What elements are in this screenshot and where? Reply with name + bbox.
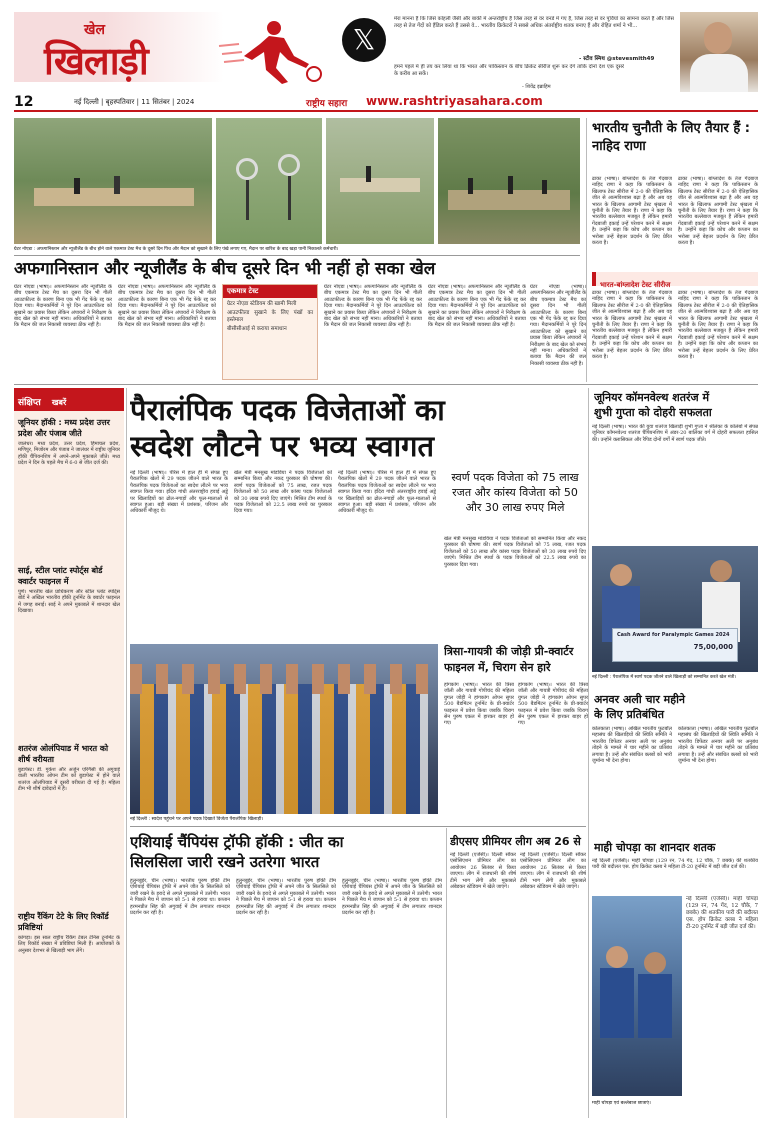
- paralympic-photo-minister-caption: नई दिल्ली : पैरालंपिक में स्वर्ण पदक जीतने वाले खिलाड़ी को सम्मानित करते खेल मंत्री।: [592, 675, 737, 680]
- anwar-body-col1: कोलकाता (भाषा)। अखिल भारतीय फुटबॉल महासंघ की खिलाड़ियों की स्थिति समिति ने भारतीय डिफेंडर अनवर अली पर अनुबंध तोड़ने के मामले में चार महीने का प्रतिबंध लगाया है। उन्हें और संबंधित क्लबों को भारी जुर्माना भी देना होगा।: [592, 726, 672, 765]
- second-quote: हमने पहले में ही तय कर लिया था कि भारत और पाकिस्तान के बीच क्रिकेट सीरीज शुरू कर देंगे ताकि दोनों देश एक दूसरे के करीब आ सकें।: [394, 64, 624, 77]
- sidebar-item-body: जालंधर। मध्य प्रदेश, उत्तर प्रदेश, हिमाचल प्रदेश, मणिपुर, मिजोरम और पंजाब ने जालंधर में राष्ट्रीय जूनियर हॉकी चैंपियनशिप में अपने-अपने मुकाबले जीते। मध्य प्रदेश ने दिन के पहले मैच में 6-0 से जीत दर्ज की।: [18, 441, 120, 467]
- column-rule: [586, 118, 587, 382]
- afghan-body-col1: ग्रेटर नोएडा (भाषा)। अफगानिस्तान और न्यूजीलैंड के बीच एकमात्र टेस्ट मैच का दूसरा दिन भी गीली आउटफील्ड के कारण बिना एक भी गेंद फेंके रद्द कर दिया गया। मैदानकर्मियों ने पूरे दिन आउटफील्ड को सुखाने का प्रयास किया लेकिन अंपायरों ने निरीक्षण के बाद खेल को संभव नहीं माना। अधिकारियों ने बताया कि मैदान की जल निकासी व्यवस्था ठीक नहीं है।: [14, 284, 112, 329]
- anwar-body-col2: कोलकाता (भाषा)। अखिल भारतीय फुटबॉल महासंघ की खिलाड़ियों की स्थिति समिति ने भारतीय डिफेंडर अनवर अली पर अनुबंध तोड़ने के मामले में चार महीने का प्रतिबंध लगाया है। उन्हें और संबंधित क्लबों को भारी जुर्माना भी देना होगा।: [678, 726, 758, 765]
- sidebar-title: संक्षिप्त: [18, 398, 41, 408]
- badminton-body-col2: हांगकांग (भाषा)। भारत की त्रिसा जॉली और गायत्री गोपीचंद की महिला युगल जोड़ी ने हांगकांग ओपन सुपर 500 बैडमिंटन टूर्नामेंट के प्री-क्वार्टर फाइनल में प्रवेश किया जबकि चिराग सेन पुरुष एकल में हारकर बाहर हो गए।: [518, 682, 588, 727]
- badminton-headline-1: त्रिसा-गायत्री की जोड़ी प्री-क्वार्टर: [444, 645, 574, 658]
- paralympic-body-col4: खेल मंत्री मनसुख मांडविया ने पदक विजेताओं को सम्मानित किया और नकद पुरस्कार की घोषणा की। स्वर्ण पदक विजेताओं को 75 लाख, रजत पदक विजेताओं को 50 लाख और कांस्य पदक विजेताओं को 30 लाख रुपये दिए जाएंगे। मिश्रित टीम स्पर्धा के पदक विजेताओं को 22.5 लाख रुपये का पुरस्कार दिया गया।: [444, 536, 586, 568]
- afghan-headline: अफगानिस्तान और न्यूजीलैंड के बीच दूसरे दिन भी नहीं हो सका खेल: [14, 259, 436, 279]
- divider: [130, 826, 586, 827]
- column-rule: [126, 388, 127, 1118]
- brand-title: खिलाड़ी: [44, 39, 148, 83]
- footballer-silhouette-icon: [214, 16, 324, 84]
- league-body-col2: नई दिल्ली (एजेंसी)। दिल्ली सॉकर एसोसिएशन प्रीमियर लीग का आयोजन 26 सितंबर से किया जाएगा। लीग में राजधानी की शीर्ष टीमें भाग लेंगी और मुकाबले अंबेडकर स्टेडियम में खेले जाएंगे।: [520, 852, 586, 891]
- cheque-amount: 75,00,000: [693, 643, 733, 651]
- sidebar-item-head: राष्ट्रीय रैंकिंग टेटे के लिए रिकॉर्ड प्रविष्टियां: [18, 912, 109, 932]
- rana-headline: भारतीय चुनौती के लिए तैयार हैं : नाहिद राणा: [592, 121, 750, 154]
- afghan-body-col3: ग्रेटर नोएडा (भाषा)। अफगानिस्तान और न्यूजीलैंड के बीच एकमात्र टेस्ट मैच का दूसरा दिन भी गीली आउटफील्ड के कारण बिना एक भी गेंद फेंके रद्द कर दिया गया। मैदानकर्मियों ने पूरे दिन आउटफील्ड को सुखाने का प्रयास किया लेकिन अंपायरों ने निरीक्षण के बाद खेल को संभव नहीं माना। अधिकारियों ने बताया कि मैदान की जल निकासी व्यवस्था ठीक नहीं है।: [324, 284, 422, 329]
- badminton-headline-2: फाइनल में, चिराग सेन हारे: [444, 661, 551, 674]
- hockey-body-col2: हुलुनबुईर, चीन (भाषा)। भारतीय पुरुष हॉकी टीम एशियाई चैंपियंस ट्रॉफी में अपने जीत के सिलसिले को जारी रखने के इरादे से अगले मुकाबले में उतरेगी। भारत ने पिछले मैच में जापान को 5-1 से हराया था। कप्तान हरमनप्रीत सिंह की अगुवाई में टीम लगातार शानदार प्रदर्शन कर रही है।: [236, 878, 336, 917]
- top-photo-3: [326, 118, 434, 244]
- hockey-body-col1: हुलुनबुईर, चीन (भाषा)। भारतीय पुरुष हॉकी टीम एशियाई चैंपियंस ट्रॉफी में अपने जीत के सिलसिले को जारी रखने के इरादे से अगले मुकाबले में उतरेगी। भारत ने पिछले मैच में जापान को 5-1 से हराया था। कप्तान हरमनप्रीत सिंह की अगुवाई में टीम लगातार शानदार प्रदर्शन कर रही है।: [130, 878, 230, 917]
- website: www.rashtriyasahara.com: [366, 94, 543, 108]
- paralympic-group-photo-caption: नई दिल्ली : स्वदेश पहुंचने पर अपने पदक दिखाते विजेता पैरालंपिक खिलाड़ी।: [130, 817, 264, 822]
- brand-small: खेल: [84, 22, 105, 38]
- rana-body-col3: ढाका (भाषा)। बांग्लादेश के तेज गेंदबाज नाहिद राणा ने कहा कि पाकिस्तान के खिलाफ टेस्ट सीरीज में 2-0 की ऐतिहासिक जीत से आत्मविश्वास बढ़ा है और अब वह भारत के खिलाफ आगामी टेस्ट श्रृंखला में चुनौती के लिए तैयार हैं। राणा ने कहा कि भारतीय बल्लेबाज मजबूत हैं लेकिन हमारी गेंदबाजी इकाई उन्हें परेशान करने में सक्षम है। उन्होंने कहा कि कोच और कप्तान का भरोसा उन्हें बेहतर प्रदर्शन के लिए प्रेरित करता है।: [592, 290, 672, 361]
- chess-headline-1: जूनियर कॉमनवेल्थ शतरंज में: [594, 391, 710, 404]
- sidebar-title-tag: खबरें: [51, 398, 67, 407]
- rana-body-col2: ढाका (भाषा)। बांग्लादेश के तेज गेंदबाज नाहिद राणा ने कहा कि पाकिस्तान के खिलाफ टेस्ट सीरीज में 2-0 की ऐतिहासिक जीत से आत्मविश्वास बढ़ा है और अब वह भारत के खिलाफ आगामी टेस्ट श्रृंखला में चुनौती के लिए तैयार हैं। राणा ने कहा कि भारतीय बल्लेबाज मजबूत हैं लेकिन हमारी गेंदबाजी इकाई उन्हें परेशान करने में सक्षम है। उन्होंने कहा कि कोच और कप्तान का भरोसा उन्हें बेहतर प्रदर्शन के लिए प्रेरित करता है।: [678, 176, 758, 247]
- top-photo-4: [438, 118, 580, 244]
- league-body-col1: नई दिल्ली (एजेंसी)। दिल्ली सॉकर एसोसिएशन प्रीमियर लीग का आयोजन 26 सितंबर से किया जाएगा। लीग में राजधानी की शीर्ष टीमें भाग लेंगी और मुकाबले अंबेडकर स्टेडियम में खेले जाएंगे।: [450, 852, 516, 891]
- quote-text: मेरा मानना है कि जिसे कोहली जैसी और बाकी में अन्तर्राष्ट्रीय हैं जिस तरह से वर वनडे में गए हैं, जिस तरह से वर पूर्वियों का सामना करते हैं और जिस तरह से तेज गेंदों को हैंडिल करते हैं उससे वे... भारतीय क्रिकेटरों ने सबसे अधिक अंतर्राष्ट्रीय शतक बनाए हैं और रोहित शर्मा ने भी...: [394, 16, 674, 29]
- badminton-body-col1: हांगकांग (भाषा)। भारत की त्रिसा जॉली और गायत्री गोपीचंद की महिला युगल जोड़ी ने हांगकांग ओपन सुपर 500 बैडमिंटन टूर्नामेंट के प्री-क्वार्टर फाइनल में प्रवेश किया जबकि चिराग सेन पुरुष एकल में हारकर बाहर हो गए।: [444, 682, 514, 727]
- date-line: नई दिल्ली | बृहस्पतिवार | 11 सितंबर | 2024: [74, 98, 195, 106]
- top-photo-1: [14, 118, 212, 244]
- paralympic-headline-1: पैरालंपिक पदक विजेताओं का: [130, 393, 445, 427]
- column-rule: [446, 828, 447, 1118]
- top-photo-2: [216, 118, 322, 244]
- league-headline: डीएसए प्रीमियर लीग अब 26 से: [450, 835, 581, 848]
- afghan-body-col5: ग्रेटर नोएडा (भाषा)। अफगानिस्तान और न्यूजीलैंड के बीच एकमात्र टेस्ट मैच का दूसरा दिन भी गीली आउटफील्ड के कारण बिना एक भी गेंद फेंके रद्द कर दिया गया। मैदानकर्मियों ने पूरे दिन आउटफील्ड को सुखाने का प्रयास किया लेकिन अंपायरों ने निरीक्षण के बाद खेल को संभव नहीं माना। अधिकारियों ने बताया कि मैदान की जल निकासी व्यवस्था ठीक नहीं है।: [530, 284, 586, 367]
- afghan-box-item-3: बीसीसीआई से कराया समाधान: [227, 326, 287, 332]
- sidebar-item-body: कांगड़ा। इस साल राष्ट्रीय रैंकिंग टेबल टेनिस टूर्नामेंट के लिए रिकॉर्ड संख्या में प्रविष्टियां मिली हैं। आयोजकों के अनुसार देशभर से खिलाड़ी भाग लेंगे।: [18, 935, 120, 954]
- top-photos-caption: ग्रेटर नोएडा : अफगानिस्तान और न्यूजीलैंड के बीच होने वाले एकमात्र टेस्ट मैच के दूसरे दिन पिच और मैदान को सुखाने के लिए पंखे लगाए गए, मैदान पर बारिश के बाद खड़ा पानी निकालते कर्मचारी।: [14, 247, 339, 252]
- afghan-box-item-1: ग्रेटर नोएडा स्टेडियम की खामी मिली: [227, 301, 297, 307]
- column-rule: [588, 388, 589, 1118]
- paralympic-body-col3: नई दिल्ली (भाषा)। पेरिस में हाल ही में संपन्न हुए पैरालंपिक खेलों में 29 पदक जीतने वाले भारत के पैरालंपिक पदक विजेताओं का स्वदेश लौटने पर भव्य स्वागत किया गया। इंदिरा गांधी अंतरराष्ट्रीय हवाई अड्डे पर खिलाड़ियों का ढोल-नगाड़ों और फूल-मालाओं से स्वागत हुआ। बड़ी संख्या में प्रशंसक, परिजन और अधिकारी मौजूद थे।: [338, 470, 436, 515]
- sidebar-item-body: पुणे। भारतीय खेल प्राधिकरण और स्टील प्लांट स्पोर्ट्स बोर्ड ने अखिल भारतीय हॉकी टूर्नामेंट के क्वार्टर फाइनल में जगह बनाई। साई ने अपने मुकाबले में शानदार खेल दिखाया।: [18, 589, 120, 615]
- afghan-body-col4: ग्रेटर नोएडा (भाषा)। अफगानिस्तान और न्यूजीलैंड के बीच एकमात्र टेस्ट मैच का दूसरा दिन भी गीली आउटफील्ड के कारण बिना एक भी गेंद फेंके रद्द कर दिया गया। मैदानकर्मियों ने पूरे दिन आउटफील्ड को सुखाने का प्रयास किया लेकिन अंपायरों ने निरीक्षण के बाद खेल को संभव नहीं माना। अधिकारियों ने बताया कि मैदान की जल निकासी व्यवस्था ठीक नहीं है।: [428, 284, 526, 329]
- afghan-fact-box: [222, 284, 318, 380]
- cheque-text: Cash Award for Paralympic Games 2024: [617, 632, 730, 638]
- afghan-box-item-2: आउटफील्ड सुखाने के लिए पंखों का इस्तेमाल: [227, 310, 313, 323]
- paralympic-body-col1: नई दिल्ली (भाषा)। पेरिस में हाल ही में संपन्न हुए पैरालंपिक खेलों में 29 पदक जीतने वाले भारत के पैरालंपिक पदक विजेताओं का स्वदेश लौटने पर भव्य स्वागत किया गया। इंदिरा गांधी अंतरराष्ट्रीय हवाई अड्डे पर खिलाड़ियों का ढोल-नगाड़ों और फूल-मालाओं से स्वागत हुआ। बड़ी संख्या में प्रशंसक, परिजन और अधिकारी मौजूद थे।: [130, 470, 228, 515]
- mahi-photo-caption: माही चोपड़ा एवं बल्लेबाज छात्राएं।: [592, 1101, 651, 1106]
- mahi-headline: माही चोपड़ा का शानदार शतक: [594, 841, 716, 854]
- chess-body: नई दिल्ली (भाषा)। भारत की युवा शतरंज खिलाड़ी शुभी गुप्ता ने श्रीलंका के कोलंबो में संपन्न जूनियर कॉमनवेल्थ शतरंज चैंपियनशिप में अंडर-20 बालिका वर्ग में दोहरी सफलता हासिल की। उन्होंने क्लासिकल और रैपिड दोनों वर्गों में स्वर्ण पदक जीते।: [592, 424, 758, 443]
- anwar-headline-2: के लिए प्रतिबंधित: [594, 708, 665, 721]
- page-number: 12: [14, 94, 34, 110]
- rana-body-col4: ढाका (भाषा)। बांग्लादेश के तेज गेंदबाज नाहिद राणा ने कहा कि पाकिस्तान के खिलाफ टेस्ट सीरीज में 2-0 की ऐतिहासिक जीत से आत्मविश्वास बढ़ा है और अब वह भारत के खिलाफ आगामी टेस्ट श्रृंखला में चुनौती के लिए तैयार हैं। राणा ने कहा कि भारतीय बल्लेबाज मजबूत हैं लेकिन हमारी गेंदबाजी इकाई उन्हें परेशान करने में सक्षम है। उन्होंने कहा कि कोच और कप्तान का भरोसा उन्हें बेहतर प्रदर्शन के लिए प्रेरित करता है।: [678, 290, 758, 361]
- sidebar: [14, 388, 124, 1118]
- afghan-box-title: एकमात्र टेस्ट: [223, 285, 317, 298]
- mahi-body: नई दिल्ली (एजेंसी)। माही चोपड़ा (129 रन, 74 गेंद, 12 चौके, 7 छक्के) की शतकीय पारी की बदौलत एस. होप क्रिकेट क्लब ने महिला टी-20 टूर्नामेंट में बड़ी जीत दर्ज की।: [592, 858, 758, 871]
- anwar-headline-1: अनवर अली चार महीने: [594, 693, 686, 706]
- paralympic-subhead: स्वर्ण पदक विजेता को 75 लाख रजत और कांस्य विजेता को 50 और 30 लाख रुपए मिले: [451, 471, 579, 514]
- hockey-headline-2: सिलसिला जारी रखने उतरेगा भारत: [130, 853, 320, 871]
- paralympic-group-photo: [130, 644, 438, 814]
- quote-author: - स्टीव स्मिथ @stevesmith49: [579, 56, 655, 62]
- x-logo-icon: 𝕏: [342, 18, 386, 62]
- mahi-body-col2: नई दिल्ली (एजेंसी)। माही चोपड़ा (129 रन, 74 गेंद, 12 चौके, 7 छक्के) की शतकीय पारी की बदौलत एस. होप क्रिकेट क्लब ने महिला टी-20 टूर्नामेंट में बड़ी जीत दर्ज की।: [686, 896, 758, 930]
- paralympic-photo-minister: [592, 546, 758, 672]
- paralympic-body-col2: खेल मंत्री मनसुख मांडविया ने पदक विजेताओं को सम्मानित किया और नकद पुरस्कार की घोषणा की। स्वर्ण पदक विजेताओं को 75 लाख, रजत पदक विजेताओं को 50 लाख और कांस्य पदक विजेताओं को 30 लाख रुपये दिए जाएंगे। मिश्रित टीम स्पर्धा के पदक विजेताओं को 22.5 लाख रुपये का पुरस्कार दिया गया।: [234, 470, 332, 515]
- masthead: [14, 12, 758, 92]
- series-tag-label: भारत-बांग्लादेश टेस्ट सीरीज: [600, 281, 671, 289]
- cash-award-cheque: [612, 628, 738, 662]
- sidebar-title-row: [14, 388, 124, 411]
- mahi-photo: [592, 896, 682, 1096]
- sidebar-item-body: बुडापेस्ट। डी. गुकेश और अर्जुन एरिगैसी की अगुवाई वाली भारतीय ओपन टीम को बुडापेस्ट में होने वाले शतरंज ओलंपियाड में दूसरी वरीयता दी गई है। महिला टीम भी शीर्ष दावेदारों में है।: [18, 767, 120, 793]
- afghan-body-col2: ग्रेटर नोएडा (भाषा)। अफगानिस्तान और न्यूजीलैंड के बीच एकमात्र टेस्ट मैच का दूसरा दिन भी गीली आउटफील्ड के कारण बिना एक भी गेंद फेंके रद्द कर दिया गया। मैदानकर्मियों ने पूरे दिन आउटफील्ड को सुखाने का प्रयास किया लेकिन अंपायरों ने निरीक्षण के बाद खेल को संभव नहीं माना। अधिकारियों ने बताया कि मैदान की जल निकासी व्यवस्था ठीक नहीं है।: [118, 284, 216, 329]
- chess-headline-2: शुभी गुप्ता को दोहरी सफलता: [594, 406, 712, 419]
- series-tag: [592, 272, 758, 289]
- steve-smith-photo: [680, 12, 758, 92]
- divider: [14, 384, 758, 385]
- folio-bar: [14, 94, 758, 112]
- paper-brand: राष्ट्रीय सहारा: [306, 99, 348, 109]
- hockey-body-col3: हुलुनबुईर, चीन (भाषा)। भारतीय पुरुष हॉकी टीम एशियाई चैंपियंस ट्रॉफी में अपने जीत के सिलसिले को जारी रखने के इरादे से अगले मुकाबले में उतरेगी। भारत ने पिछले मैच में जापान को 5-1 से हराया था। कप्तान हरमनप्रीत सिंह की अगुवाई में टीम लगातार शानदार प्रदर्शन कर रही है।: [342, 878, 442, 917]
- sidebar-item-head: जूनियर हॉकी : मध्य प्रदेश उत्तर प्रदेश और पंजाब जीते: [18, 418, 110, 438]
- paralympic-headline-2: स्वदेश लौटने पर भव्य स्वागत: [130, 429, 435, 463]
- sidebar-item-head: साई, स्टील प्लांट स्पोर्ट्स बोर्ड क्वार्टर फाइनल में: [18, 566, 103, 586]
- second-quote-author: - शिवेंद्र इब्राहिम: [522, 84, 551, 90]
- divider: [14, 255, 580, 256]
- sidebar-item-head: शतरंज ओलंपियाड में भारत को शीर्ष वरीयता: [18, 744, 109, 764]
- rana-body-col1: ढाका (भाषा)। बांग्लादेश के तेज गेंदबाज नाहिद राणा ने कहा कि पाकिस्तान के खिलाफ टेस्ट सीरीज में 2-0 की ऐतिहासिक जीत से आत्मविश्वास बढ़ा है और अब वह भारत के खिलाफ आगामी टेस्ट श्रृंखला में चुनौती के लिए तैयार हैं। राणा ने कहा कि भारतीय बल्लेबाज मजबूत हैं लेकिन हमारी गेंदबाजी इकाई उन्हें परेशान करने में सक्षम है। उन्होंने कहा कि कोच और कप्तान का भरोसा उन्हें बेहतर प्रदर्शन के लिए प्रेरित करता है।: [592, 176, 672, 247]
- hockey-headline-1: एशियाई चैंपियंस ट्रॉफी हॉकी : जीत का: [130, 833, 344, 851]
